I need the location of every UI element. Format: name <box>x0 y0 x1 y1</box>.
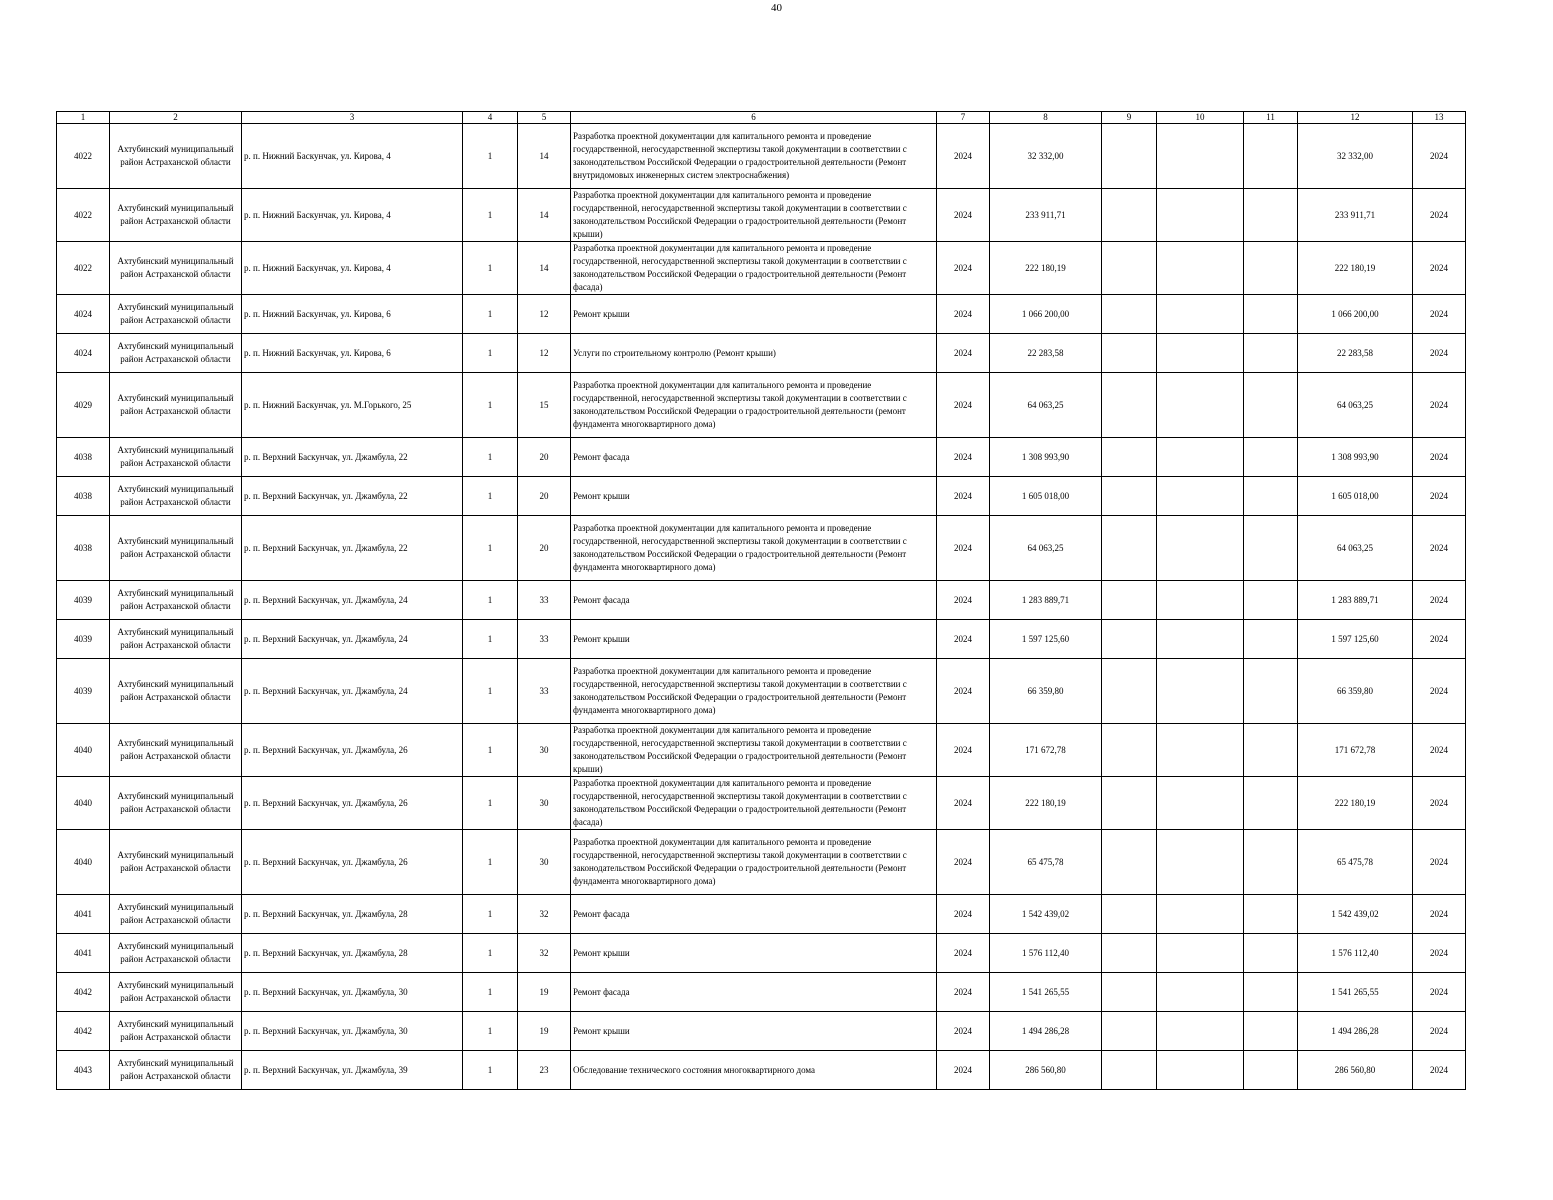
cell-col10 <box>1157 581 1244 620</box>
cell-col12: 286 560,80 <box>1298 1051 1413 1090</box>
cell-address: р. п. Верхний Баскунчак, ул. Джамбула, 28 <box>242 895 463 934</box>
cell-address: р. п. Верхний Баскунчак, ул. Джамбула, 22 <box>242 438 463 477</box>
cell-work-type: Разработка проектной документации для капитального ремонта и проведение государственной, негосударственной экспертизы такой документации в соответствии с законодательством Российской Федерации о градостроительной деятельности (Ремонт фундамента многоквартирного дома) <box>571 830 937 895</box>
column-number: 11 <box>1244 112 1298 124</box>
column-number: 8 <box>990 112 1102 124</box>
cell-cost: 1 597 125,60 <box>990 620 1102 659</box>
cell-col12: 1 576 112,40 <box>1298 934 1413 973</box>
cell-col10 <box>1157 777 1244 830</box>
cell-col5: 33 <box>518 581 571 620</box>
cell-col5: 19 <box>518 973 571 1012</box>
cell-col12: 171 672,78 <box>1298 724 1413 777</box>
cell-col13: 2024 <box>1413 516 1466 581</box>
cell-col4: 1 <box>463 124 518 189</box>
cell-col4: 1 <box>463 934 518 973</box>
cell-col13: 2024 <box>1413 438 1466 477</box>
cell-object-id: 4041 <box>57 934 110 973</box>
cell-work-type: Разработка проектной документации для капитального ремонта и проведение государственной, негосударственной экспертизы такой документации в соответствии с законодательством Российской Федерации о градостроительной деятельности (Ремонт крыши) <box>571 724 937 777</box>
cell-col5: 33 <box>518 620 571 659</box>
cell-year: 2024 <box>937 934 990 973</box>
cell-col11 <box>1244 830 1298 895</box>
cell-year: 2024 <box>937 477 990 516</box>
cell-object-id: 4022 <box>57 242 110 295</box>
cell-col4: 1 <box>463 373 518 438</box>
cell-work-type: Разработка проектной документации для капитального ремонта и проведение государственной, негосударственной экспертизы такой документации в соответствии с законодательством Российской Федерации о градостроительной деятельности (Ремонт фундамента многоквартирного дома) <box>571 659 937 724</box>
cell-municipality: Ахтубинский муниципальный район Астраханской области <box>110 830 242 895</box>
cell-col12: 1 605 018,00 <box>1298 477 1413 516</box>
cell-col13: 2024 <box>1413 659 1466 724</box>
cell-col5: 30 <box>518 777 571 830</box>
cell-col12: 64 063,25 <box>1298 373 1413 438</box>
table-row <box>57 581 1466 620</box>
cell-address: р. п. Нижний Баскунчак, ул. Кирова, 4 <box>242 242 463 295</box>
cell-work-type: Ремонт крыши <box>571 620 937 659</box>
cell-municipality: Ахтубинский муниципальный район Астраханской области <box>110 295 242 334</box>
cell-col13: 2024 <box>1413 973 1466 1012</box>
cell-municipality: Ахтубинский муниципальный район Астраханской области <box>110 242 242 295</box>
table-row <box>57 373 1466 438</box>
cell-object-id: 4038 <box>57 438 110 477</box>
cell-cost: 1 605 018,00 <box>990 477 1102 516</box>
cell-col9 <box>1102 295 1157 334</box>
cell-col11 <box>1244 620 1298 659</box>
cell-col12: 1 542 439,02 <box>1298 895 1413 934</box>
cell-object-id: 4042 <box>57 973 110 1012</box>
cell-col11 <box>1244 581 1298 620</box>
cell-col11 <box>1244 334 1298 373</box>
cell-year: 2024 <box>937 830 990 895</box>
cell-col10 <box>1157 334 1244 373</box>
cell-col4: 1 <box>463 659 518 724</box>
cell-year: 2024 <box>937 973 990 1012</box>
cell-object-id: 4041 <box>57 895 110 934</box>
cell-col9 <box>1102 334 1157 373</box>
cell-municipality: Ахтубинский муниципальный район Астраханской области <box>110 477 242 516</box>
cell-col10 <box>1157 373 1244 438</box>
cell-work-type: Разработка проектной документации для капитального ремонта и проведение государственной, негосударственной экспертизы такой документации в соответствии с законодательством Российской Федерации о градостроительной деятельности (Ремонт фасада) <box>571 777 937 830</box>
cell-municipality: Ахтубинский муниципальный район Астраханской области <box>110 189 242 242</box>
cell-work-type: Разработка проектной документации для капитального ремонта и проведение государственной, негосударственной экспертизы такой документации в соответствии с законодательством Российской Федерации о градостроительной деятельности (Ремонт внутридомовых инженерных систем электроснабжения) <box>571 124 937 189</box>
cell-col4: 1 <box>463 242 518 295</box>
cell-work-type: Ремонт крыши <box>571 295 937 334</box>
page-number: 40 <box>771 2 782 14</box>
cell-year: 2024 <box>937 895 990 934</box>
cell-col4: 1 <box>463 334 518 373</box>
cell-col9 <box>1102 242 1157 295</box>
cell-col12: 222 180,19 <box>1298 777 1413 830</box>
cell-address: р. п. Верхний Баскунчак, ул. Джамбула, 26 <box>242 724 463 777</box>
cell-address: р. п. Верхний Баскунчак, ул. Джамбула, 30 <box>242 973 463 1012</box>
cell-work-type: Ремонт крыши <box>571 477 937 516</box>
cell-cost: 1 494 286,28 <box>990 1012 1102 1051</box>
cell-col4: 1 <box>463 581 518 620</box>
cell-col13: 2024 <box>1413 242 1466 295</box>
cell-year: 2024 <box>937 1051 990 1090</box>
cell-object-id: 4043 <box>57 1051 110 1090</box>
cell-address: р. п. Верхний Баскунчак, ул. Джамбула, 30 <box>242 1012 463 1051</box>
table-row <box>57 934 1466 973</box>
column-number: 4 <box>463 112 518 124</box>
cell-col5: 19 <box>518 1012 571 1051</box>
column-number: 7 <box>937 112 990 124</box>
cell-year: 2024 <box>937 581 990 620</box>
cell-cost: 32 332,00 <box>990 124 1102 189</box>
column-number: 9 <box>1102 112 1157 124</box>
cell-col11 <box>1244 777 1298 830</box>
cell-cost: 1 308 993,90 <box>990 438 1102 477</box>
cell-year: 2024 <box>937 620 990 659</box>
cell-year: 2024 <box>937 438 990 477</box>
cell-col4: 1 <box>463 620 518 659</box>
cell-cost: 64 063,25 <box>990 373 1102 438</box>
cell-col9 <box>1102 934 1157 973</box>
cell-object-id: 4040 <box>57 830 110 895</box>
cell-col13: 2024 <box>1413 124 1466 189</box>
cell-object-id: 4042 <box>57 1012 110 1051</box>
cell-col5: 14 <box>518 189 571 242</box>
cell-col13: 2024 <box>1413 934 1466 973</box>
cell-cost: 65 475,78 <box>990 830 1102 895</box>
cell-col9 <box>1102 373 1157 438</box>
cell-municipality: Ахтубинский муниципальный район Астраханской области <box>110 620 242 659</box>
cell-col9 <box>1102 895 1157 934</box>
cell-cost: 171 672,78 <box>990 724 1102 777</box>
cell-col5: 20 <box>518 516 571 581</box>
cell-work-type: Разработка проектной документации для капитального ремонта и проведение государственной, негосударственной экспертизы такой документации в соответствии с законодательством Российской Федерации о градостроительной деятельности (Ремонт крыши) <box>571 189 937 242</box>
cell-object-id: 4024 <box>57 295 110 334</box>
cell-col9 <box>1102 477 1157 516</box>
cell-col11 <box>1244 934 1298 973</box>
table-row <box>57 777 1466 830</box>
cell-cost: 22 283,58 <box>990 334 1102 373</box>
cell-col10 <box>1157 477 1244 516</box>
cell-col10 <box>1157 895 1244 934</box>
cell-municipality: Ахтубинский муниципальный район Астраханской области <box>110 1012 242 1051</box>
cell-col11 <box>1244 438 1298 477</box>
cell-col4: 1 <box>463 516 518 581</box>
cell-cost: 1 283 889,71 <box>990 581 1102 620</box>
cell-col5: 23 <box>518 1051 571 1090</box>
cell-col10 <box>1157 189 1244 242</box>
cell-municipality: Ахтубинский муниципальный район Астраханской области <box>110 777 242 830</box>
capital-repair-table <box>56 111 1466 1090</box>
cell-year: 2024 <box>937 373 990 438</box>
cell-col13: 2024 <box>1413 1012 1466 1051</box>
cell-col11 <box>1244 189 1298 242</box>
cell-col10 <box>1157 659 1244 724</box>
cell-col13: 2024 <box>1413 189 1466 242</box>
cell-municipality: Ахтубинский муниципальный район Астраханской области <box>110 659 242 724</box>
cell-col10 <box>1157 934 1244 973</box>
cell-col11 <box>1244 1051 1298 1090</box>
cell-col4: 1 <box>463 189 518 242</box>
cell-address: р. п. Нижний Баскунчак, ул. Кирова, 4 <box>242 124 463 189</box>
cell-col12: 1 283 889,71 <box>1298 581 1413 620</box>
cell-address: р. п. Верхний Баскунчак, ул. Джамбула, 26 <box>242 777 463 830</box>
table-row <box>57 830 1466 895</box>
cell-municipality: Ахтубинский муниципальный район Астраханской области <box>110 581 242 620</box>
cell-col9 <box>1102 1051 1157 1090</box>
cell-col11 <box>1244 724 1298 777</box>
cell-col5: 14 <box>518 242 571 295</box>
cell-col11 <box>1244 973 1298 1012</box>
cell-col5: 33 <box>518 659 571 724</box>
cell-col9 <box>1102 973 1157 1012</box>
cell-col5: 30 <box>518 830 571 895</box>
cell-object-id: 4029 <box>57 373 110 438</box>
table-row <box>57 724 1466 777</box>
cell-municipality: Ахтубинский муниципальный район Астраханской области <box>110 1051 242 1090</box>
cell-municipality: Ахтубинский муниципальный район Астраханской области <box>110 895 242 934</box>
cell-col12: 1 494 286,28 <box>1298 1012 1413 1051</box>
cell-col13: 2024 <box>1413 1051 1466 1090</box>
cell-col10 <box>1157 620 1244 659</box>
cell-year: 2024 <box>937 1012 990 1051</box>
cell-object-id: 4022 <box>57 189 110 242</box>
cell-col9 <box>1102 1012 1157 1051</box>
cell-year: 2024 <box>937 724 990 777</box>
cell-year: 2024 <box>937 295 990 334</box>
cell-address: р. п. Нижний Баскунчак, ул. Кирова, 6 <box>242 334 463 373</box>
cell-object-id: 4038 <box>57 516 110 581</box>
cell-col13: 2024 <box>1413 830 1466 895</box>
cell-work-type: Ремонт фасада <box>571 895 937 934</box>
cell-col12: 22 283,58 <box>1298 334 1413 373</box>
cell-col5: 20 <box>518 477 571 516</box>
cell-col10 <box>1157 295 1244 334</box>
cell-work-type: Ремонт крыши <box>571 1012 937 1051</box>
cell-col13: 2024 <box>1413 477 1466 516</box>
cell-col9 <box>1102 830 1157 895</box>
column-number-row <box>57 112 1466 124</box>
cell-col4: 1 <box>463 895 518 934</box>
cell-col13: 2024 <box>1413 334 1466 373</box>
cell-col13: 2024 <box>1413 620 1466 659</box>
table-row <box>57 659 1466 724</box>
cell-col10 <box>1157 438 1244 477</box>
cell-col5: 20 <box>518 438 571 477</box>
cell-work-type: Ремонт фасада <box>571 581 937 620</box>
table-row <box>57 334 1466 373</box>
cell-col10 <box>1157 516 1244 581</box>
cell-municipality: Ахтубинский муниципальный район Астраханской области <box>110 373 242 438</box>
cell-cost: 233 911,71 <box>990 189 1102 242</box>
table-row <box>57 620 1466 659</box>
cell-col13: 2024 <box>1413 581 1466 620</box>
cell-work-type: Услуги по строительному контролю (Ремонт крыши) <box>571 334 937 373</box>
cell-municipality: Ахтубинский муниципальный район Астраханской области <box>110 724 242 777</box>
column-number: 5 <box>518 112 571 124</box>
cell-col11 <box>1244 516 1298 581</box>
cell-col9 <box>1102 438 1157 477</box>
cell-col4: 1 <box>463 295 518 334</box>
cell-col9 <box>1102 620 1157 659</box>
cell-year: 2024 <box>937 777 990 830</box>
cell-col11 <box>1244 242 1298 295</box>
cell-col13: 2024 <box>1413 724 1466 777</box>
cell-work-type: Обследование технического состояния многоквартирного дома <box>571 1051 937 1090</box>
cell-object-id: 4040 <box>57 724 110 777</box>
column-number: 2 <box>110 112 242 124</box>
column-number: 13 <box>1413 112 1466 124</box>
cell-col11 <box>1244 295 1298 334</box>
cell-col11 <box>1244 1012 1298 1051</box>
cell-work-type: Разработка проектной документации для капитального ремонта и проведение государственной, негосударственной экспертизы такой документации в соответствии с законодательством Российской Федерации о градостроительной деятельности (Ремонт фундамента многоквартирного дома) <box>571 516 937 581</box>
cell-cost: 64 063,25 <box>990 516 1102 581</box>
cell-col9 <box>1102 659 1157 724</box>
cell-cost: 1 541 265,55 <box>990 973 1102 1012</box>
cell-col12: 32 332,00 <box>1298 124 1413 189</box>
cell-cost: 222 180,19 <box>990 777 1102 830</box>
column-number: 3 <box>242 112 463 124</box>
cell-address: р. п. Нижний Баскунчак, ул. Кирова, 6 <box>242 295 463 334</box>
table-row <box>57 438 1466 477</box>
cell-col9 <box>1102 724 1157 777</box>
cell-object-id: 4038 <box>57 477 110 516</box>
cell-object-id: 4024 <box>57 334 110 373</box>
cell-year: 2024 <box>937 124 990 189</box>
cell-col5: 12 <box>518 295 571 334</box>
cell-col12: 66 359,80 <box>1298 659 1413 724</box>
cell-col10 <box>1157 1051 1244 1090</box>
cell-cost: 222 180,19 <box>990 242 1102 295</box>
cell-col10 <box>1157 973 1244 1012</box>
cell-col4: 1 <box>463 724 518 777</box>
cell-col12: 1 597 125,60 <box>1298 620 1413 659</box>
cell-col5: 32 <box>518 895 571 934</box>
cell-address: р. п. Верхний Баскунчак, ул. Джамбула, 28 <box>242 934 463 973</box>
cell-col4: 1 <box>463 1051 518 1090</box>
cell-col11 <box>1244 124 1298 189</box>
cell-address: р. п. Нижний Баскунчак, ул. М.Горького, 25 <box>242 373 463 438</box>
cell-col4: 1 <box>463 477 518 516</box>
cell-work-type: Ремонт фасада <box>571 973 937 1012</box>
cell-col5: 30 <box>518 724 571 777</box>
table-row <box>57 516 1466 581</box>
cell-address: р. п. Нижний Баскунчак, ул. Кирова, 4 <box>242 189 463 242</box>
column-number: 10 <box>1157 112 1244 124</box>
cell-col4: 1 <box>463 438 518 477</box>
cell-address: р. п. Верхний Баскунчак, ул. Джамбула, 24 <box>242 620 463 659</box>
cell-object-id: 4039 <box>57 659 110 724</box>
cell-address: р. п. Верхний Баскунчак, ул. Джамбула, 39 <box>242 1051 463 1090</box>
cell-col9 <box>1102 777 1157 830</box>
cell-year: 2024 <box>937 516 990 581</box>
cell-municipality: Ахтубинский муниципальный район Астраханской области <box>110 438 242 477</box>
cell-col13: 2024 <box>1413 373 1466 438</box>
cell-object-id: 4040 <box>57 777 110 830</box>
cell-col11 <box>1244 477 1298 516</box>
cell-cost: 66 359,80 <box>990 659 1102 724</box>
cell-col12: 233 911,71 <box>1298 189 1413 242</box>
cell-col5: 32 <box>518 934 571 973</box>
cell-municipality: Ахтубинский муниципальный район Астраханской области <box>110 973 242 1012</box>
table-row <box>57 895 1466 934</box>
cell-col10 <box>1157 724 1244 777</box>
cell-object-id: 4022 <box>57 124 110 189</box>
table-row <box>57 124 1466 189</box>
cell-year: 2024 <box>937 659 990 724</box>
cell-col10 <box>1157 124 1244 189</box>
table-row <box>57 1012 1466 1051</box>
cell-object-id: 4039 <box>57 581 110 620</box>
cell-col12: 1 541 265,55 <box>1298 973 1413 1012</box>
table-row <box>57 189 1466 242</box>
cell-col4: 1 <box>463 777 518 830</box>
cell-work-type: Ремонт крыши <box>571 934 937 973</box>
table-row <box>57 295 1466 334</box>
cell-col10 <box>1157 830 1244 895</box>
cell-address: р. п. Верхний Баскунчак, ул. Джамбула, 24 <box>242 659 463 724</box>
cell-col11 <box>1244 373 1298 438</box>
table-row <box>57 973 1466 1012</box>
cell-col5: 12 <box>518 334 571 373</box>
cell-col13: 2024 <box>1413 295 1466 334</box>
cell-col5: 15 <box>518 373 571 438</box>
cell-year: 2024 <box>937 334 990 373</box>
cell-col10 <box>1157 242 1244 295</box>
cell-object-id: 4039 <box>57 620 110 659</box>
cell-col12: 64 063,25 <box>1298 516 1413 581</box>
cell-year: 2024 <box>937 189 990 242</box>
cell-municipality: Ахтубинский муниципальный район Астраханской области <box>110 934 242 973</box>
cell-cost: 1 542 439,02 <box>990 895 1102 934</box>
column-number: 1 <box>57 112 110 124</box>
cell-work-type: Разработка проектной документации для капитального ремонта и проведение государственной, негосударственной экспертизы такой документации в соответствии с законодательством Российской Федерации о градостроительной деятельности (ремонт фундамента многоквартирного дома) <box>571 373 937 438</box>
table-row <box>57 1051 1466 1090</box>
column-number: 6 <box>571 112 937 124</box>
cell-col13: 2024 <box>1413 895 1466 934</box>
cell-municipality: Ахтубинский муниципальный район Астраханской области <box>110 334 242 373</box>
cell-col9 <box>1102 124 1157 189</box>
cell-col13: 2024 <box>1413 777 1466 830</box>
cell-cost: 1 066 200,00 <box>990 295 1102 334</box>
cell-col12: 1 066 200,00 <box>1298 295 1413 334</box>
column-number: 12 <box>1298 112 1413 124</box>
cell-col4: 1 <box>463 830 518 895</box>
cell-col9 <box>1102 189 1157 242</box>
cell-col5: 14 <box>518 124 571 189</box>
cell-work-type: Ремонт фасада <box>571 438 937 477</box>
cell-year: 2024 <box>937 242 990 295</box>
cell-col12: 1 308 993,90 <box>1298 438 1413 477</box>
cell-municipality: Ахтубинский муниципальный район Астраханской области <box>110 516 242 581</box>
cell-col9 <box>1102 581 1157 620</box>
cell-address: р. п. Верхний Баскунчак, ул. Джамбула, 22 <box>242 516 463 581</box>
cell-address: р. п. Верхний Баскунчак, ул. Джамбула, 24 <box>242 581 463 620</box>
cell-col9 <box>1102 516 1157 581</box>
cell-col12: 65 475,78 <box>1298 830 1413 895</box>
cell-col12: 222 180,19 <box>1298 242 1413 295</box>
cell-col4: 1 <box>463 1012 518 1051</box>
cell-municipality: Ахтубинский муниципальный район Астраханской области <box>110 124 242 189</box>
cell-address: р. п. Верхний Баскунчак, ул. Джамбула, 22 <box>242 477 463 516</box>
cell-col11 <box>1244 895 1298 934</box>
cell-col10 <box>1157 1012 1244 1051</box>
cell-cost: 1 576 112,40 <box>990 934 1102 973</box>
cell-address: р. п. Верхний Баскунчак, ул. Джамбула, 26 <box>242 830 463 895</box>
cell-col11 <box>1244 659 1298 724</box>
table-row <box>57 477 1466 516</box>
cell-work-type: Разработка проектной документации для капитального ремонта и проведение государственной, негосударственной экспертизы такой документации в соответствии с законодательством Российской Федерации о градостроительной деятельности (Ремонт фасада) <box>571 242 937 295</box>
cell-col4: 1 <box>463 973 518 1012</box>
table-row <box>57 242 1466 295</box>
cell-cost: 286 560,80 <box>990 1051 1102 1090</box>
